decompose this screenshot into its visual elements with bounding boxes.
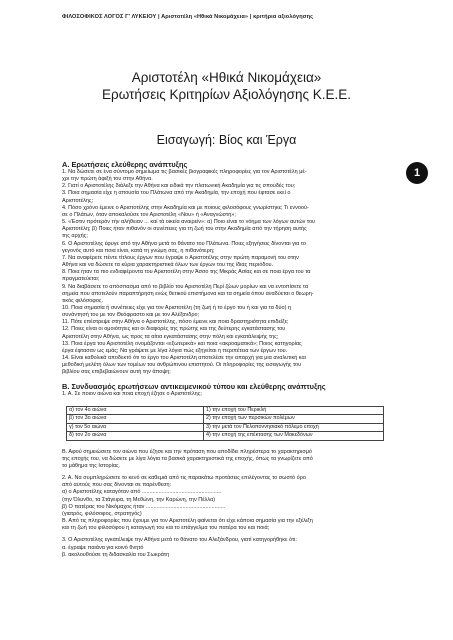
question-line: 9. Να διαβάσετε το απόσπασμα από το βιβλίο του Αριστοτέλη Περί ζώων μορίων και να εντοπίσετε τα [62, 283, 309, 290]
page-number-badge: 1 [406, 162, 428, 184]
question-line: (γιατρός, φιλόσοφος, στρατηγός) [62, 510, 142, 517]
table-row [67, 406, 384, 415]
question-line: από αυτούς που σας δίνονται σε παρένθεση: [62, 482, 172, 489]
question-line: πραγματεύεται; [62, 276, 100, 283]
question-line: γεγονός αυτό και ποια είναι, κατά τη γνώμη σας, η πιθανότερη; [62, 247, 215, 254]
question-b1-part-b [62, 449, 399, 470]
question-line: Β. Αφού σημειώσετε τον αιώνα που έζησε και την πρόταση που αποδίδει πληρέστερα το χαρακτηρισμό [62, 448, 312, 455]
header-subject: ΦΙΛΟΣΟΦΙΚΟΣ ΛΟΓΟΣ Γ' ΛΥΚΕΙΟΥ [62, 14, 157, 20]
table-cell-era: 3) την μετά τον Πελοποννησιακό πόλεμο εποχή [204, 423, 384, 432]
question-line: β) Ο πατέρας του Νικόμαχος ήταν .................................................... [62, 503, 226, 510]
question-line: β. ακολουθούσε τη διδασκαλία του Σωκράτη [62, 551, 170, 558]
question-line: 8. Ποια ήταν τα πιο ενδιαφέροντα του Αριστοτέλη στην Άσσο της Μικράς Ασίας και σε ποια έργα του τα [62, 269, 311, 276]
question-line: 7. Να αναφέρετε πέντε τίτλους έργων που έγραψε ο Αριστοτέλης στην πρώτη παραμονή του στην [62, 254, 299, 261]
header-separator: | [248, 14, 254, 20]
question-line: σε ο Πλάτων, όταν αποκαλούσε τον Αριστοτέλη «Νου» ή «Αναγνώστη»; [62, 211, 236, 218]
question-line: α. έγραψε παιάνα για κοινό θνητό [62, 544, 144, 551]
question-line: (την Όλυνθο, τα Στάγειρα, τη Μεθώνη, την Καρώνη, την Πέλλα) [62, 496, 216, 503]
table-cell-era: 2) την εποχή των περσικών πολέμων [204, 415, 384, 424]
document-title-line2: Ερωτήσεις Κριτηρίων Αξιολόγησης Κ.Ε.Ε. [102, 87, 351, 102]
table-cell-century: δ) τον 2ο αιώνα [67, 432, 204, 441]
header-topic: κριτήρια αξιολόγησης [253, 14, 314, 20]
table-row [67, 432, 384, 441]
question-line: βιβλίου σας επιβεβαιώνουν αυτή την άποψη; [62, 369, 171, 376]
question-line: Αριστοτέλη; β) Ποιες ήταν πιθανόν οι συνέπειες για τη ζωή του στην Ακαδημία από την τήρηση αυτής [62, 226, 307, 233]
section-a-heading: Α. Ερωτήσεις ελεύθερης ανάπτυξης [62, 160, 188, 169]
question-line: έργα έφτασαν ως εμάς; Να γράψετε με λίγα λόγια πώς εξηγείται η περιπέτεια των έργων του. [62, 347, 288, 354]
matching-table [66, 406, 384, 441]
question-line: και τη ζωή του φιλοσόφου η καταγωγή του και το επάγγελμα του πατέρα του και ποιά; [62, 525, 270, 532]
table-row [67, 415, 384, 424]
header-work: Αριστοτέλη «Ηθικά Νικομάχεια» [161, 14, 249, 20]
question-line: μεθοδική μελέτη όλων των τομέων του ανθρώπινου επιστητού. Οι πληροφορίες της εισαγωγής του [62, 362, 302, 369]
table-cell-century: α) τον 4ο αιώνα [67, 406, 204, 415]
question-line: 14. Είναι καθολικά αποδεκτό ότι το έργο του Αριστοτέλη αποτελέσε την απαρχή για μια αναλυτική και [62, 355, 306, 362]
question-line: 11. Πότε επέστρεψε στην Αθήνα ο Αριστοτέλης, πόσο έμεινε και ποια δραστηριότητα επιδείξε; [62, 319, 289, 326]
question-b2 [62, 475, 399, 532]
document-title: Αριστοτέλη «Ηθικά Νικομάχεια» [131, 70, 322, 85]
question-line: 5. «Έστιν πρότερόν τήν αλήθειαν ... καί τά οικεία αναιρείν»: α) Ποιο είναι το νόημα των λόγων αυτών του [62, 219, 316, 226]
question-line: Β. Από τις πληροφορίες που έχουμε για τον Αριστοτέλη φαίνεται ότι είχε κάποια σημασία για την εξέλιξη [62, 518, 313, 525]
question-line: 13. Ποια έργα του Αριστοτέλη ονομάζονται «εξωτερικά» και ποια «ακροαματικά»; Ποιος κατηγορίας [62, 340, 302, 347]
main-content [62, 160, 399, 559]
table-cell-century: γ) τον 5ο αιώνα [67, 423, 204, 432]
question-line: 4. Πόσο χρόνο έμεινε ο Αριστοτέλης στην Ακαδημία και με ποιους φιλοσόφους γνωρίστηκε; Τι εννοού- [62, 204, 309, 211]
question-line: 10. Ποια σημασία ή συνέπειες είχε για τον Αριστοτέλη (τη ζωή ή το έργο του ή και για τα δύο) η [62, 304, 291, 311]
question-line: Αθήνα και να δώσετε τα κύρια χαρακτηριστικά όλων των έργων του της ίδιας περιόδου. [62, 262, 274, 269]
question-line: Αριστοτέλη στην Αθήνα, ως προς τα αίτια εγκατάστασης στην πόλη και εγκατάλειψής της; [62, 333, 279, 340]
question-line: τικός φιλόσοφος. [62, 297, 104, 304]
running-header [62, 14, 313, 20]
question-line: της εποχής του, να δώσετε με λίγα λόγια τα βασικά χαρακτηριστικά της εποχής, όπως τα γνωρίζετε από [62, 455, 313, 462]
question-line: 2. Α. Να συμπληρώσετε το κενό σε καθεμιά από τις παρακάτω προτάσεις επιλέγοντας το σωστό όρο [62, 475, 306, 482]
table-cell-era: 1) την εποχή του Περικλή [204, 406, 384, 415]
question-line: 1. Να δώσετε σε ένα σύντομο σημείωμα τις βασικές βιογραφικές πληροφορίες για τον Αριστοτέλη μέ- [62, 169, 307, 175]
question-line: 3. Ποια σημασία είχε η απουσία του Πλάτωνα από την Ακαδημία, την εποχή που έφτασε εκεί ο [62, 190, 291, 197]
question-line: 2. Γιατί ο Αριστοτέλης διάλεξε την Αθήνα και ειδικά την πλατωνική Ακαδημία για τις σπουδές του; [62, 183, 296, 190]
table-row [67, 423, 384, 432]
section-b-heading: Β. Συνδυασμός ερωτήσεων αντικειμενικού τύπου και ελεύθερης ανάπτυξης [62, 381, 326, 391]
question-line: 3. Ο Αριστοτέλης εγκατέλειψε την Αθήνα μετά το θάνατο του Αλεξάνδρου, γιατί κατηγορήθηκε ότι: [62, 537, 297, 544]
question-line: της αρχής; [62, 233, 88, 240]
question-line: σημεία που αποτελούν παραπτήρηση ενώς θετικού επιστήμονα και τα σημεία όπου αναδύεται ο θεωρη- [62, 290, 314, 297]
chapter-subtitle: Εισαγωγή: Βίος και Έργα [156, 133, 297, 147]
table-cell-century: β) τον 3ο αιώνα [67, 415, 204, 424]
question-line: 6. Ο Αριστοτέλης έφυγε από την Αθήνα μετά το θάνατο του Πλάτωνα. Ποιες εξηγήσεις δίνονται για το [62, 240, 306, 247]
question-line: Αριστοτέλης; [62, 197, 94, 204]
header-separator: | [156, 14, 162, 20]
table-cell-era: 4) την εποχή της επέκτασης των Μακεδόνων [204, 432, 384, 441]
question-line: α) ο Αριστοτέλης καταγόταν από .................................................... [62, 489, 222, 496]
question-b3 [62, 537, 399, 558]
question-line: το μάθημα της Ιστορίας. [62, 463, 121, 469]
question-line: χρι την πρώτη άφιξή του στην Αθήνα. [62, 176, 153, 183]
question-line: 12. Ποιες είναι οι ομοιότητες και οι διαφορές της πρώτης και της δεύτερης εγκατάστασης του [62, 326, 286, 333]
question-b1-intro: 1. Α. Σε ποιον αιώνα και ποια εποχή έζησε ο Αριστοτέλης; [62, 390, 202, 397]
question-line: συνάντησή του με τον Θεόφραστο και με τον Αλέξανδρο; [62, 312, 200, 319]
section-a-questions [62, 169, 399, 377]
